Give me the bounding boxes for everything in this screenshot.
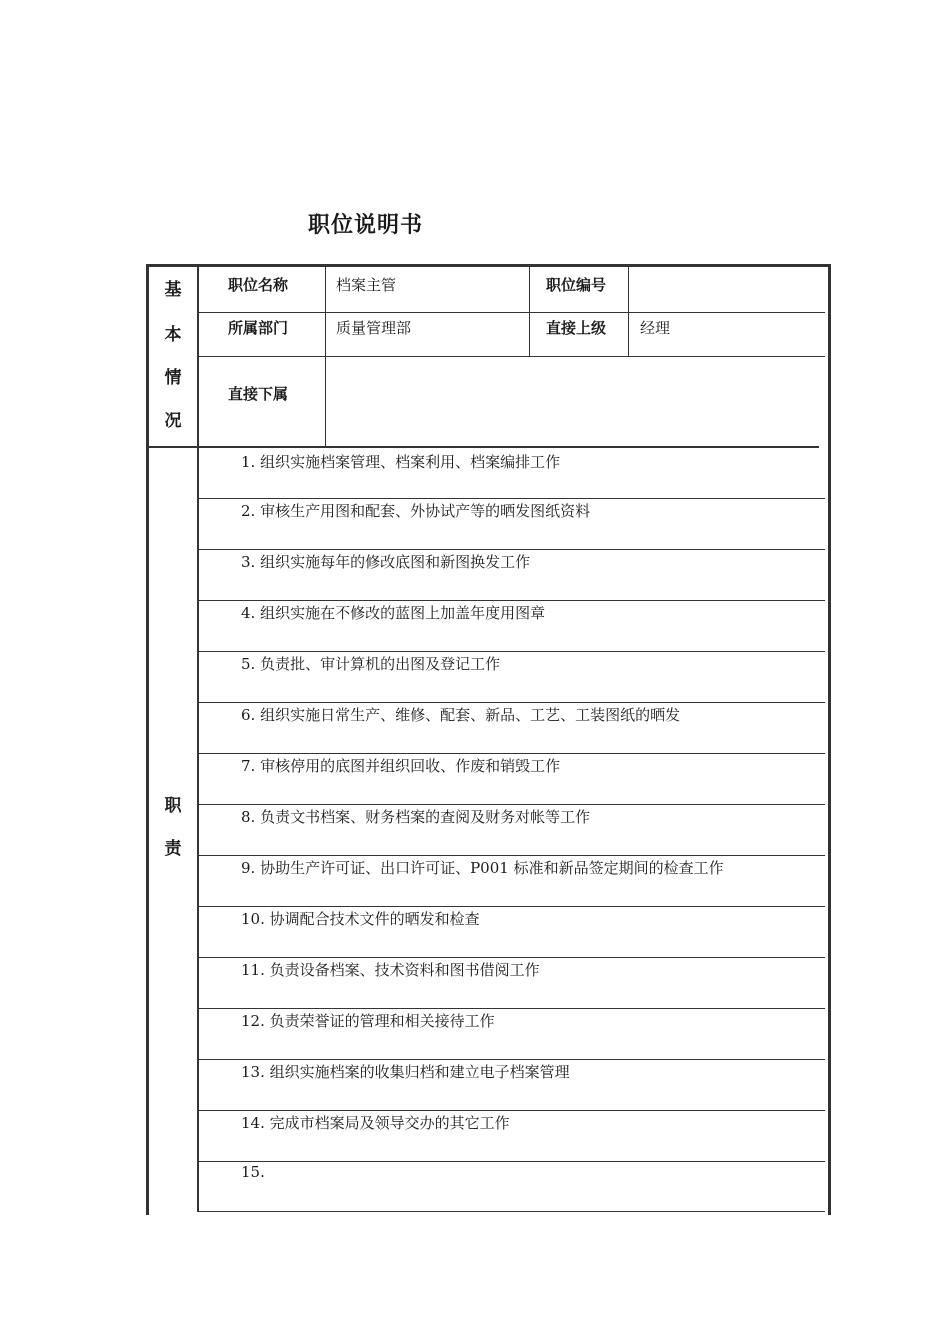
- duty-item: 8. 负责文书档案、财务档案的查阅及财务对帐等工作: [241, 808, 591, 826]
- row-divider: [199, 312, 825, 313]
- row-divider: [199, 1161, 825, 1162]
- position-no-label: 职位编号: [546, 276, 607, 294]
- row-divider: [199, 702, 825, 703]
- department-value: 质量管理部: [336, 319, 412, 337]
- row-divider: [199, 1059, 825, 1060]
- duty-item: 14. 完成市档案局及领导交办的其它工作: [241, 1114, 510, 1132]
- section-label-basic-4: 况: [164, 411, 182, 431]
- duty-item: 6. 组织实施日常生产、维修、配套、新品、工艺、工装图纸的晒发: [241, 706, 681, 724]
- duty-item: 2. 审核生产用图和配套、外协试产等的晒发图纸资料: [241, 502, 591, 520]
- duty-item: 4. 组织实施在不修改的蓝图上加盖年度用图章: [241, 604, 546, 622]
- row-divider: [199, 1008, 825, 1009]
- duty-item: 13. 组织实施档案的收集归档和建立电子档案管理: [241, 1063, 570, 1081]
- duty-item: 11. 负责设备档案、技术资料和图书借阅工作: [241, 961, 540, 979]
- duty-item: 10. 协调配合技术文件的晒发和检查: [241, 910, 480, 928]
- section-label-duties-1: 职: [164, 796, 182, 816]
- section-label-basic-1: 基: [164, 280, 182, 300]
- duty-item: 15.: [241, 1163, 265, 1181]
- row-divider: [199, 957, 825, 958]
- row-divider: [199, 356, 825, 357]
- row-divider: [199, 1110, 825, 1111]
- column-divider: [325, 267, 326, 447]
- row-divider: [199, 600, 825, 601]
- duty-item: 7. 审核停用的底图并组织回收、作废和销毁工作: [241, 757, 561, 775]
- section-divider: [149, 446, 819, 448]
- section-label-duties-2: 责: [164, 839, 182, 859]
- row-divider: [199, 753, 825, 754]
- row-divider: [199, 804, 825, 805]
- row-divider: [199, 498, 825, 499]
- position-name-value: 档案主管: [336, 276, 397, 294]
- duty-item: 9. 协助生产许可证、出口许可证、P001 标准和新品签定期间的检查工作: [241, 859, 724, 877]
- row-divider: [199, 906, 825, 907]
- duty-item: 12. 负责荣誉证的管理和相关接待工作: [241, 1012, 495, 1030]
- department-label: 所属部门: [228, 319, 289, 337]
- superior-value: 经理: [640, 319, 671, 337]
- label-column-divider: [197, 267, 199, 1212]
- page-title: 职位说明书: [308, 213, 424, 238]
- duty-item: 1. 组织实施档案管理、档案利用、档案编排工作: [241, 453, 561, 471]
- row-divider: [199, 1211, 825, 1212]
- row-divider: [199, 855, 825, 856]
- superior-label: 直接上级: [546, 319, 607, 337]
- row-divider: [199, 549, 825, 550]
- position-name-label: 职位名称: [228, 276, 289, 294]
- duty-item: 5. 负责批、审计算机的出图及登记工作: [241, 655, 501, 673]
- section-label-basic-3: 情: [164, 368, 182, 388]
- subordinate-label: 直接下属: [228, 385, 289, 403]
- section-label-basic-2: 本: [164, 325, 182, 345]
- duty-item: 3. 组织实施每年的修改底图和新图换发工作: [241, 553, 531, 571]
- row-divider: [199, 651, 825, 652]
